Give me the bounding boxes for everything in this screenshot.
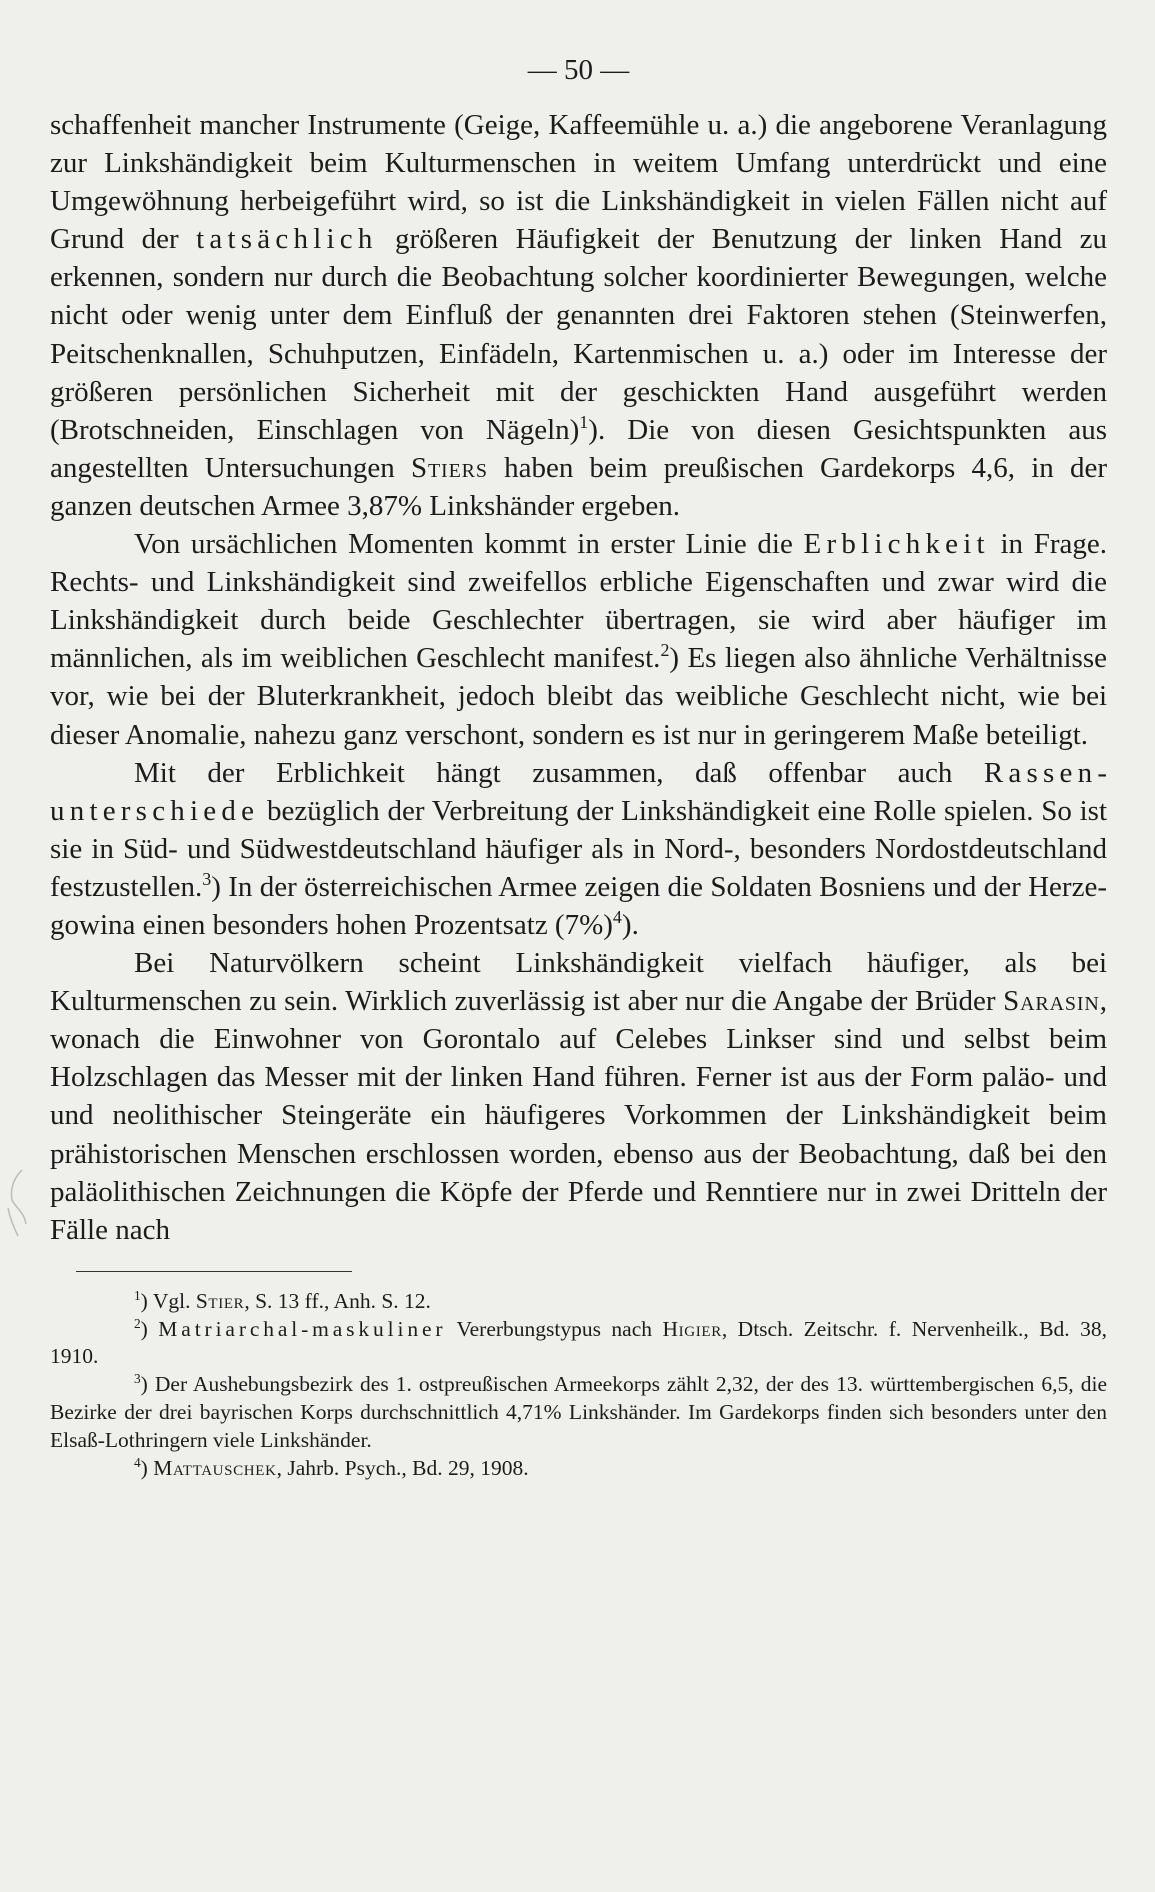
text-run: Bei Naturvölkern scheint Linkshändigkeit vielfach häufiger, als bei Kulturmenschen zu sein. Wirklich zuverlässig ist aber nur die Angabe der Brüder xyxy=(50,947,1107,1018)
author-name: Mattauschek xyxy=(153,1455,277,1480)
text-run: haben beim preußischen Gardekorps 4,6, in der ganzen deutschen Armee 3,87% Linkshänder ergeben. xyxy=(50,451,1108,522)
author-name: Higier xyxy=(662,1316,722,1341)
text-run: Von ursächlichen Momenten kommt in erster Linie die xyxy=(134,528,804,561)
footnote-marker: 1 xyxy=(134,1287,141,1303)
footnote-3 xyxy=(50,1371,1107,1454)
paragraph xyxy=(50,525,1107,754)
text-run: ) xyxy=(140,1316,159,1341)
spaced-emphasis: Rassenunterschiede xyxy=(50,756,1107,827)
page-number: — 50 — xyxy=(527,54,630,86)
footnote-1 xyxy=(50,1288,1107,1316)
text-run: Mit der Erblichkeit hängt zusammen, daß offenbar auch xyxy=(134,756,984,789)
text-run: , Jahrb. Psych., Bd. 29, 1908. xyxy=(276,1455,529,1480)
spaced-emphasis: Erblichkeit xyxy=(803,528,990,561)
footnote-ref: 2 xyxy=(660,640,670,661)
footnote-ref: 4 xyxy=(612,906,622,927)
spaced-emphasis: Matriarchal-maskuliner xyxy=(158,1316,447,1341)
text-run: , S. 13 ff., Anh. S. 12. xyxy=(244,1288,431,1313)
text-run: größeren Häufigkeit der Benutzung der linken Hand zu erkennen, sondern nur durch die Beobachtung solcher koordinierter Bewegungen, welche nicht oder wenig unter dem Einfluß der genannten drei Faktoren stehen (Steinwerfen, Peitschenknallen, Schuhputzen, Einfädeln, Kartenmischen u. a.) oder im Interesse der größeren persönlichen Sicherheit mit der geschickten Hand ausgeführt werden (Brotschneiden, Einschlagen von Nägeln) xyxy=(50,223,1107,446)
footnote-2 xyxy=(50,1316,1107,1372)
text-run: ) Vgl. xyxy=(140,1288,196,1313)
text-run: bezüglich der Verbreitung der Linkshändigkeit eine Rolle spielen. So ist sie in Süd- und Südwestdeutschland häufiger als in Nord-, besonders Nordostdeutschland festzustellen. xyxy=(50,794,1107,903)
paragraph xyxy=(50,106,1107,525)
footnotes xyxy=(50,1288,1107,1483)
author-name: Sarasin xyxy=(1003,985,1100,1018)
footnote-ref: 1 xyxy=(579,411,589,432)
author-name: Stier xyxy=(195,1288,245,1313)
text-run: , Dtsch. Zeitschr. f. Nervenheilk., Bd. 38, 1910. xyxy=(50,1316,1107,1369)
footnote-marker: 4 xyxy=(134,1454,141,1470)
text-run: ). xyxy=(621,908,639,941)
text-run: in Frage. Rechts- und Linkshändigkeit sind zweifellos erbliche Eigenschaften und zwar wird die Linkshändigkeit durch beide Geschlechter übertragen, sie wird aber häufiger im männlichen, als im weiblichen Geschlecht manifest. xyxy=(50,528,1107,675)
paragraph xyxy=(50,944,1107,1249)
spaced-emphasis: tatsächlich xyxy=(196,223,378,256)
footnote-separator xyxy=(76,1271,352,1272)
author-name: Stiers xyxy=(410,451,488,484)
text-run: ) In der österreichischen Armee zeigen die Soldaten Bosniens und der Herzegowina einen besonders hohen Prozentsatz (7%) xyxy=(50,870,1107,941)
footnote-marker: 3 xyxy=(134,1370,141,1386)
text-run: , wonach die Einwohner von Gorontalo auf Celebes Linkser sind und selbst beim Holzschlagen das Messer mit der linken Hand führen. Ferner ist aus der Form paläo- und und neolithischer Steingeräte ein häufigeres Vorkommen der Linkshändigkeit beim prähistorischen Menschen erschlossen worden, ebenso aus der Beobachtung, daß bei den paläolithischen Zeichnungen die Köpfe der Pferde und Renntiere nur in zwei Dritteln der Fälle nach xyxy=(50,985,1107,1246)
body-text xyxy=(50,106,1107,1249)
paragraph xyxy=(50,754,1107,944)
text-run: ). Die von diesen Gesichtspunkten aus angestellten Untersuchungen xyxy=(50,413,1107,484)
footnote-marker: 2 xyxy=(134,1315,141,1331)
text-run: ) Der Aushebungsbezirk des 1. ostpreußischen Armeekorps zählt 2,32, der des 13. württembergischen 6,5, die Bezirke der drei bayrischen Korps durchschnittlich 4,71% Linkshänder. Im Gardekorps finden sich besonders unter den Elsaß-Lothringern viele Linkshänder. xyxy=(50,1372,1107,1452)
text-run: ) xyxy=(140,1455,154,1480)
text-run: ) Es liegen also ähnliche Verhältnisse vor, wie bei der Bluterkrankheit, jedoch bleibt das weibliche Geschlecht nicht, wie bei dieser Anomalie, nahezu ganz verschont, sondern es ist nur in geringerem Maße beteiligt. xyxy=(50,642,1107,751)
text-run: schaffenheit mancher Instrumente (Geige, Kaffeemühle u. a.) die angeborene Veranlagung zur Linkshändigkeit beim Kulturmenschen in weitem Umfang unterdrückt und eine Umgewöhnung herbeigeführt wird, so ist die Linkshändigkeit in vielen Fällen nicht auf Grund der xyxy=(50,109,1107,256)
footnote-4 xyxy=(50,1455,1107,1483)
text-run: Vererbungstypus nach xyxy=(446,1316,663,1341)
pencil-margin-mark xyxy=(4,1168,30,1238)
footnote-ref: 3 xyxy=(202,868,212,889)
